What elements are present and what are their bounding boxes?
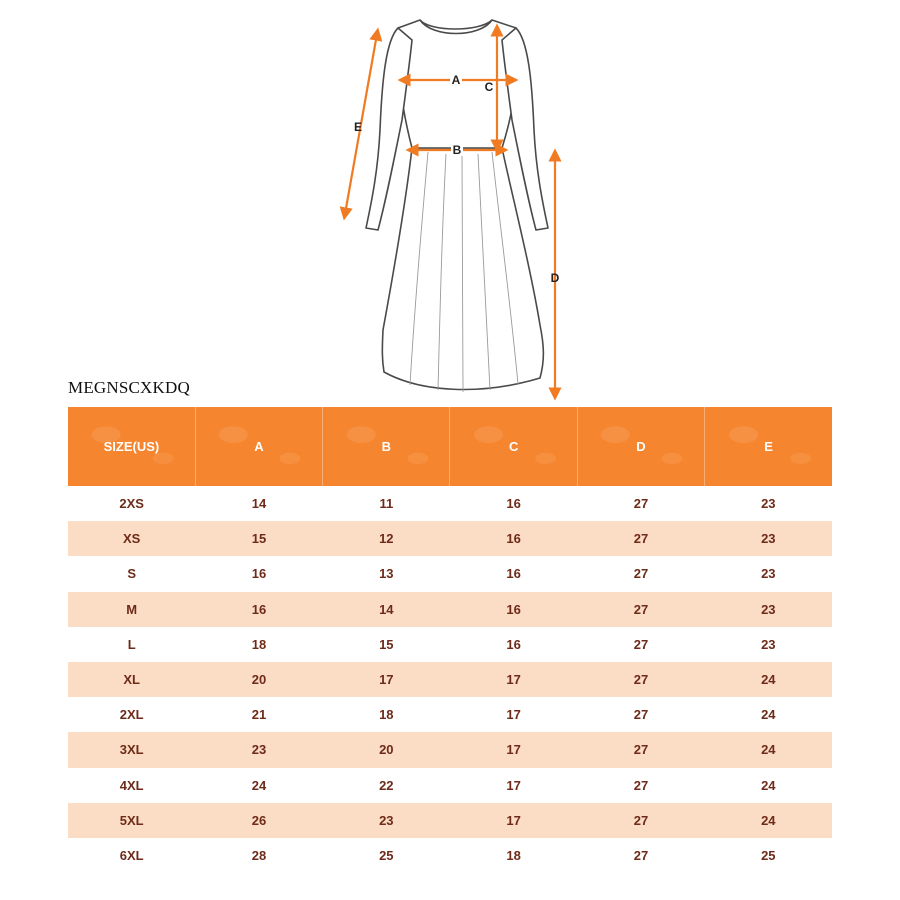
size-cell: 2XS — [119, 496, 144, 512]
table-row — [68, 838, 832, 873]
measurement-cell: 16 — [450, 592, 577, 627]
measurement-cell: 24 — [761, 777, 776, 793]
measurement-cell: 16 — [506, 636, 521, 652]
measurement-cell: 24 — [705, 662, 832, 697]
measurement-cell: 17 — [506, 707, 521, 723]
measurement-cell: 16 — [450, 521, 577, 556]
measurement-cell: 27 — [633, 496, 649, 512]
measurement-cell: 27 — [633, 847, 649, 863]
measurement-cell: 12 — [323, 521, 450, 556]
size-cell: M — [68, 592, 195, 627]
measurement-cell: 24 — [705, 732, 832, 767]
size-cell: 5XL — [68, 803, 195, 838]
measurement-cell: 22 — [379, 777, 394, 793]
measurement-cell: 18 — [251, 636, 267, 652]
measurement-cell: 16 — [506, 566, 521, 582]
label-d: D — [550, 271, 560, 285]
measurement-cell: 18 — [379, 707, 394, 723]
measurement-cell: 17 — [450, 803, 577, 838]
measurement-cell: 25 — [761, 847, 776, 863]
measurement-cell: 21 — [251, 707, 267, 723]
measurement-cell: 16 — [195, 592, 322, 627]
measurement-cell: 27 — [633, 566, 649, 582]
measurement-cell: 20 — [323, 732, 450, 767]
size-chart-table — [68, 407, 832, 873]
dress-measurement-diagram — [0, 0, 900, 405]
measurement-cell: 15 — [195, 521, 322, 556]
table-row — [68, 662, 832, 697]
measurement-cell: 27 — [577, 803, 704, 838]
table-row — [68, 556, 832, 591]
label-e: E — [353, 120, 363, 134]
table-row — [68, 697, 832, 732]
header-b: B — [323, 407, 450, 486]
measurement-cell: 20 — [195, 662, 322, 697]
measurement-cell: 28 — [251, 847, 267, 863]
measurement-cell: 16 — [251, 566, 267, 582]
table-row — [68, 521, 832, 556]
size-cell: 3XL — [68, 732, 195, 767]
label-b: B — [452, 143, 462, 157]
measurement-cell: 25 — [379, 847, 394, 863]
size-cell: 6XL — [119, 847, 144, 863]
table-header-row — [68, 407, 832, 486]
measurement-cell: 24 — [761, 707, 776, 723]
measurement-cell: 13 — [379, 566, 394, 582]
measurement-cell: 11 — [379, 496, 394, 512]
label-c: C — [484, 80, 494, 94]
dress-illustration — [0, 0, 900, 405]
measurement-cell: 24 — [705, 803, 832, 838]
table-row — [68, 486, 832, 521]
size-cell: XS — [68, 521, 195, 556]
size-cell: XL — [68, 662, 195, 697]
measurement-cell: 23 — [705, 521, 832, 556]
measurement-cell: 23 — [761, 496, 776, 512]
table-row — [68, 803, 832, 838]
measurement-cell: 17 — [506, 777, 521, 793]
header-size: SIZE(US) — [68, 407, 195, 486]
measurement-cell: 27 — [633, 707, 649, 723]
measurement-cell: 17 — [323, 662, 450, 697]
table-row — [68, 592, 832, 627]
measurement-cell: 24 — [251, 777, 267, 793]
measurement-cell: 23 — [761, 636, 776, 652]
measurement-cell: 27 — [577, 662, 704, 697]
measurement-cell: 14 — [251, 496, 267, 512]
size-table-body — [68, 486, 832, 873]
measurement-cell: 18 — [506, 847, 521, 863]
measurement-cell: 27 — [633, 777, 649, 793]
size-cell: S — [127, 566, 136, 582]
measurement-cell: 27 — [577, 521, 704, 556]
measurement-cell: 27 — [577, 592, 704, 627]
table-row — [68, 732, 832, 767]
size-cell: 4XL — [119, 777, 144, 793]
measurement-cell: 23 — [323, 803, 450, 838]
measurement-cell: 23 — [705, 592, 832, 627]
measurement-cell: 23 — [195, 732, 322, 767]
table-row — [68, 768, 832, 803]
measurement-cell: 27 — [633, 636, 649, 652]
measurement-cell: 17 — [450, 732, 577, 767]
measurement-cell: 23 — [761, 566, 776, 582]
size-cell: 2XL — [119, 707, 144, 723]
table-row — [68, 627, 832, 662]
brand-name: MEGNSCXKDQ — [68, 378, 190, 397]
size-cell: L — [127, 636, 136, 652]
measurement-cell: 14 — [323, 592, 450, 627]
measurement-cell: 17 — [450, 662, 577, 697]
measurement-cell: 16 — [506, 496, 521, 512]
header-d: D — [577, 407, 704, 486]
measurement-cell: 26 — [195, 803, 322, 838]
measurement-cell: 27 — [577, 732, 704, 767]
label-a: A — [451, 73, 461, 87]
measurement-cell: 15 — [379, 636, 394, 652]
header-e: E — [705, 407, 832, 486]
header-c: C — [450, 407, 577, 486]
header-a: A — [195, 407, 322, 486]
